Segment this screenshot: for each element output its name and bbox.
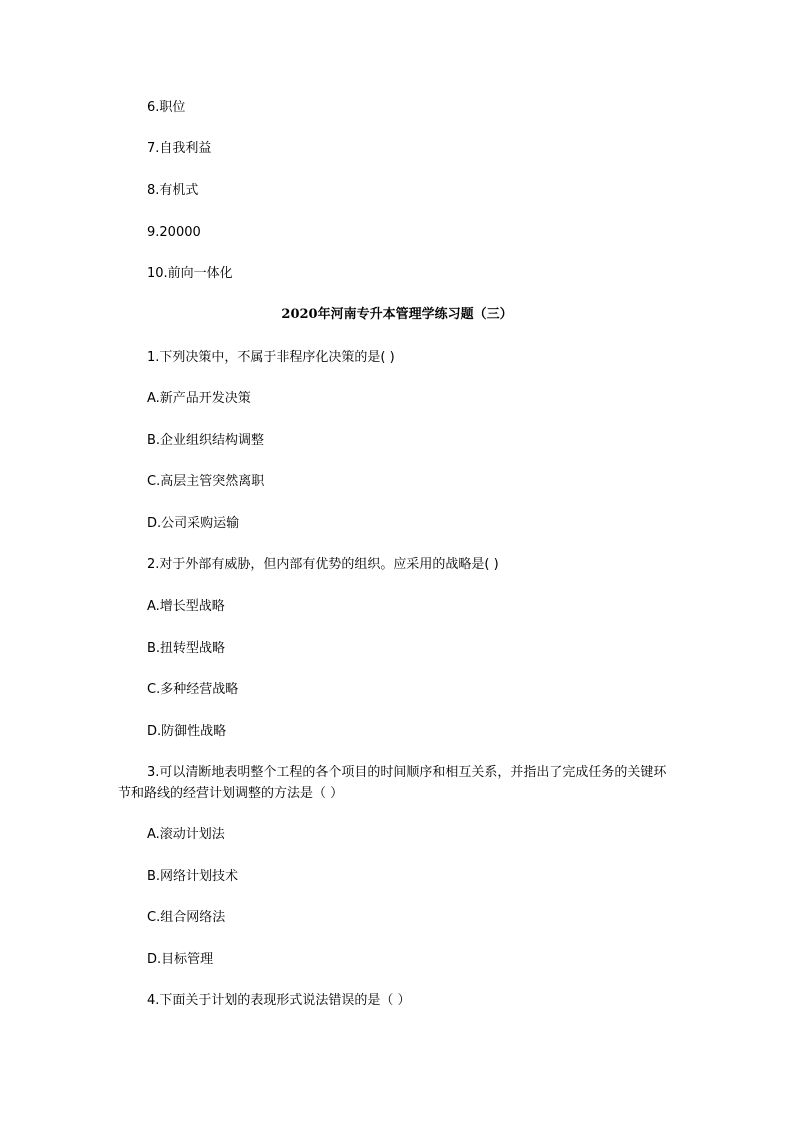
question-1-option-b: B.企业组织结构调整 [147,433,265,448]
question-3-option-d: D.目标管理 [147,952,214,967]
question-1-stem: 1.下列决策中，不属于非程序化决策的是( ) [147,350,395,365]
answer-8: 8.有机式 [147,183,199,198]
question-4-stem: 4.下面关于计划的表现形式说法错误的是（ ） [147,993,411,1008]
question-3-option-a: A.滚动计划法 [147,827,225,842]
question-3-option-c: C.组合网络法 [147,910,226,925]
question-2-option-d: D.防御性战略 [147,724,227,739]
question-1-option-c: C.高层主管突然离职 [147,474,265,489]
question-1-option-d: D.公司采购运输 [147,516,240,531]
question-2-option-a: A.增长型战略 [147,599,225,614]
answer-9: 9.20000 [147,225,201,240]
question-1-option-a: A.新产品开发决策 [147,391,251,406]
answer-10: 10.前向一体化 [147,266,233,281]
answer-7: 7.自我利益 [147,141,212,156]
question-3-stem: 3.可以清断地表明整个工程的各个项目的时间顺序和相互关系，并指出了完成任务的关键环节和路线的经营计划调整的方法是（ ） [118,765,667,801]
section-title: 2020年河南专升本管理学练习题（三） [281,307,513,322]
answer-6: 6.职位 [147,100,186,115]
question-3-option-b: B.网络计划技术 [147,869,239,884]
question-2-stem: 2.对于外部有威胁，但内部有优势的组织。应采用的战略是( ) [147,557,499,572]
question-2-option-b: B.扭转型战略 [147,641,226,656]
question-2-option-c: C.多种经营战略 [147,682,239,697]
